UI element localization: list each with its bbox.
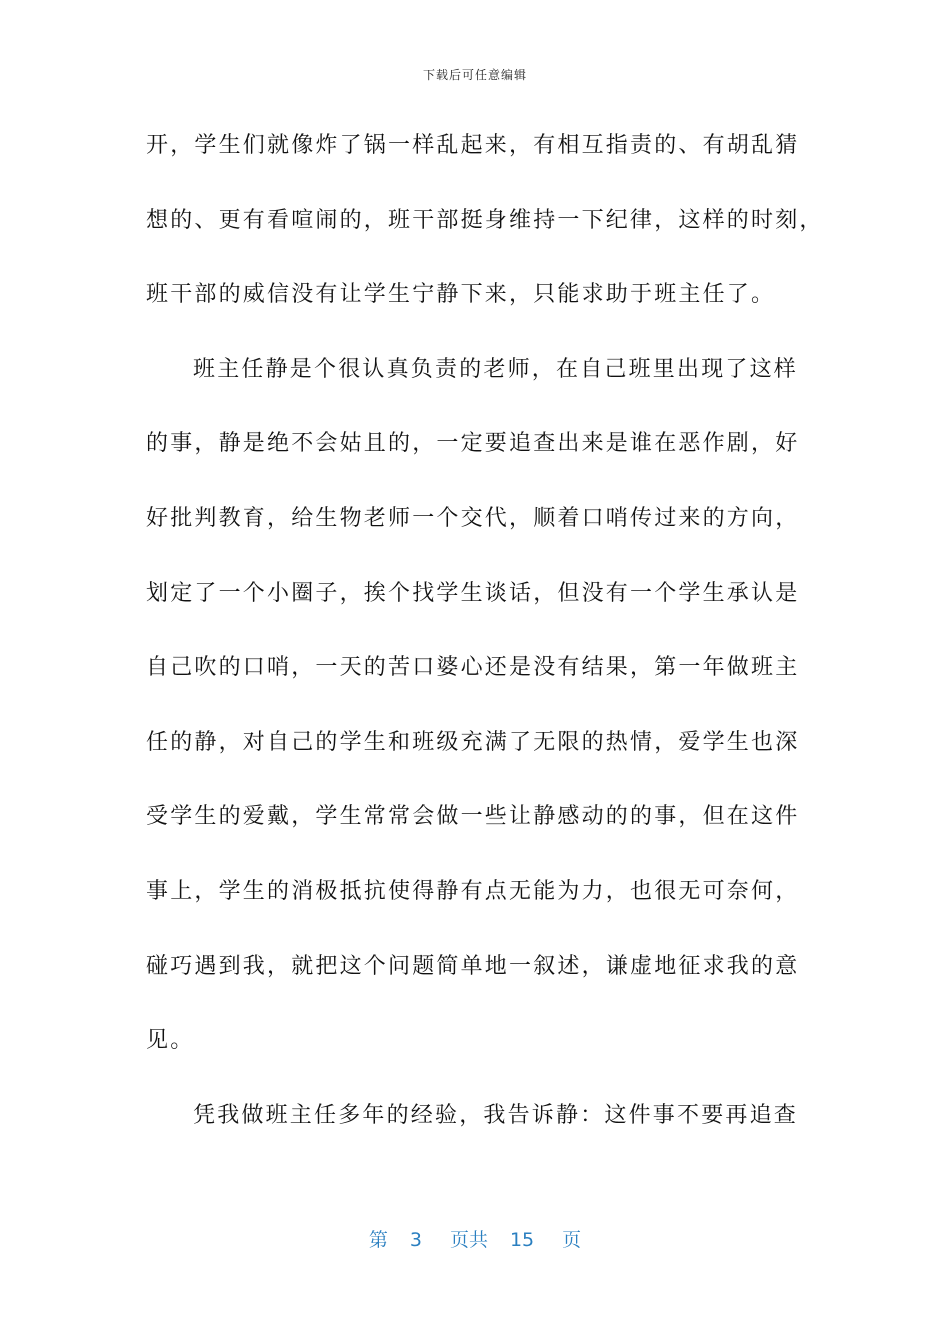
text-line-2: 想的、更有看喧闹的，班干部挺身维持一下纪律，这样的时刻， [146, 207, 824, 233]
text-line-10: 受学生的爱戴，学生常常会做一些让静感动的的事，但在这件 [146, 804, 800, 830]
total-pages-number: 15 [509, 1229, 535, 1251]
text-line-12: 碰巧遇到我，就把这个问题简单地一叙述，谦虚地征求我的意 [146, 953, 800, 979]
text-line-13: 见。 [146, 1028, 195, 1054]
header-note: 下载后可任意编辑 [422, 68, 527, 82]
text-line-3: 班干部的威信没有让学生宁静下来，只能求助于班主任了。 [146, 282, 776, 308]
text-line-7: 划定了一个小圈子，挨个找学生谈话，但没有一个学生承认是 [146, 580, 800, 606]
page-footer [0, 1225, 950, 1252]
text-line-8: 自己吹的口哨，一天的苦口婆心还是没有结果，第一年做班主 [146, 655, 800, 681]
document-body [146, 120, 824, 1164]
text-line-6: 好批判教育，给生物老师一个交代，顺着口哨传过来的方向， [146, 505, 800, 531]
text-line-9: 任的静，对自己的学生和班级充满了无限的热情，爱学生也深 [146, 729, 800, 755]
text-line-14: 凭我做班主任多年的经验，我告诉静：这件事不要再追查 [193, 1102, 799, 1128]
page-label-mid: 页共 [449, 1229, 488, 1251]
page-label-prefix: 第 [368, 1229, 388, 1251]
current-page-number: 3 [409, 1229, 422, 1251]
text-line-5: 的事，静是绝不会姑且的，一定要追查出来是谁在恶作剧，好 [146, 431, 800, 457]
text-line-1: 开，学生们就像炸了锅一样乱起来，有相互指责的、有胡乱猜 [146, 133, 800, 158]
text-line-11: 事上，学生的消极抵抗使得静有点无能为力，也很无可奈何， [146, 878, 800, 904]
page-label-suffix: 页 [562, 1229, 582, 1251]
text-line-4: 班主任静是个很认真负责的老师，在自己班里出现了这样 [193, 356, 799, 382]
